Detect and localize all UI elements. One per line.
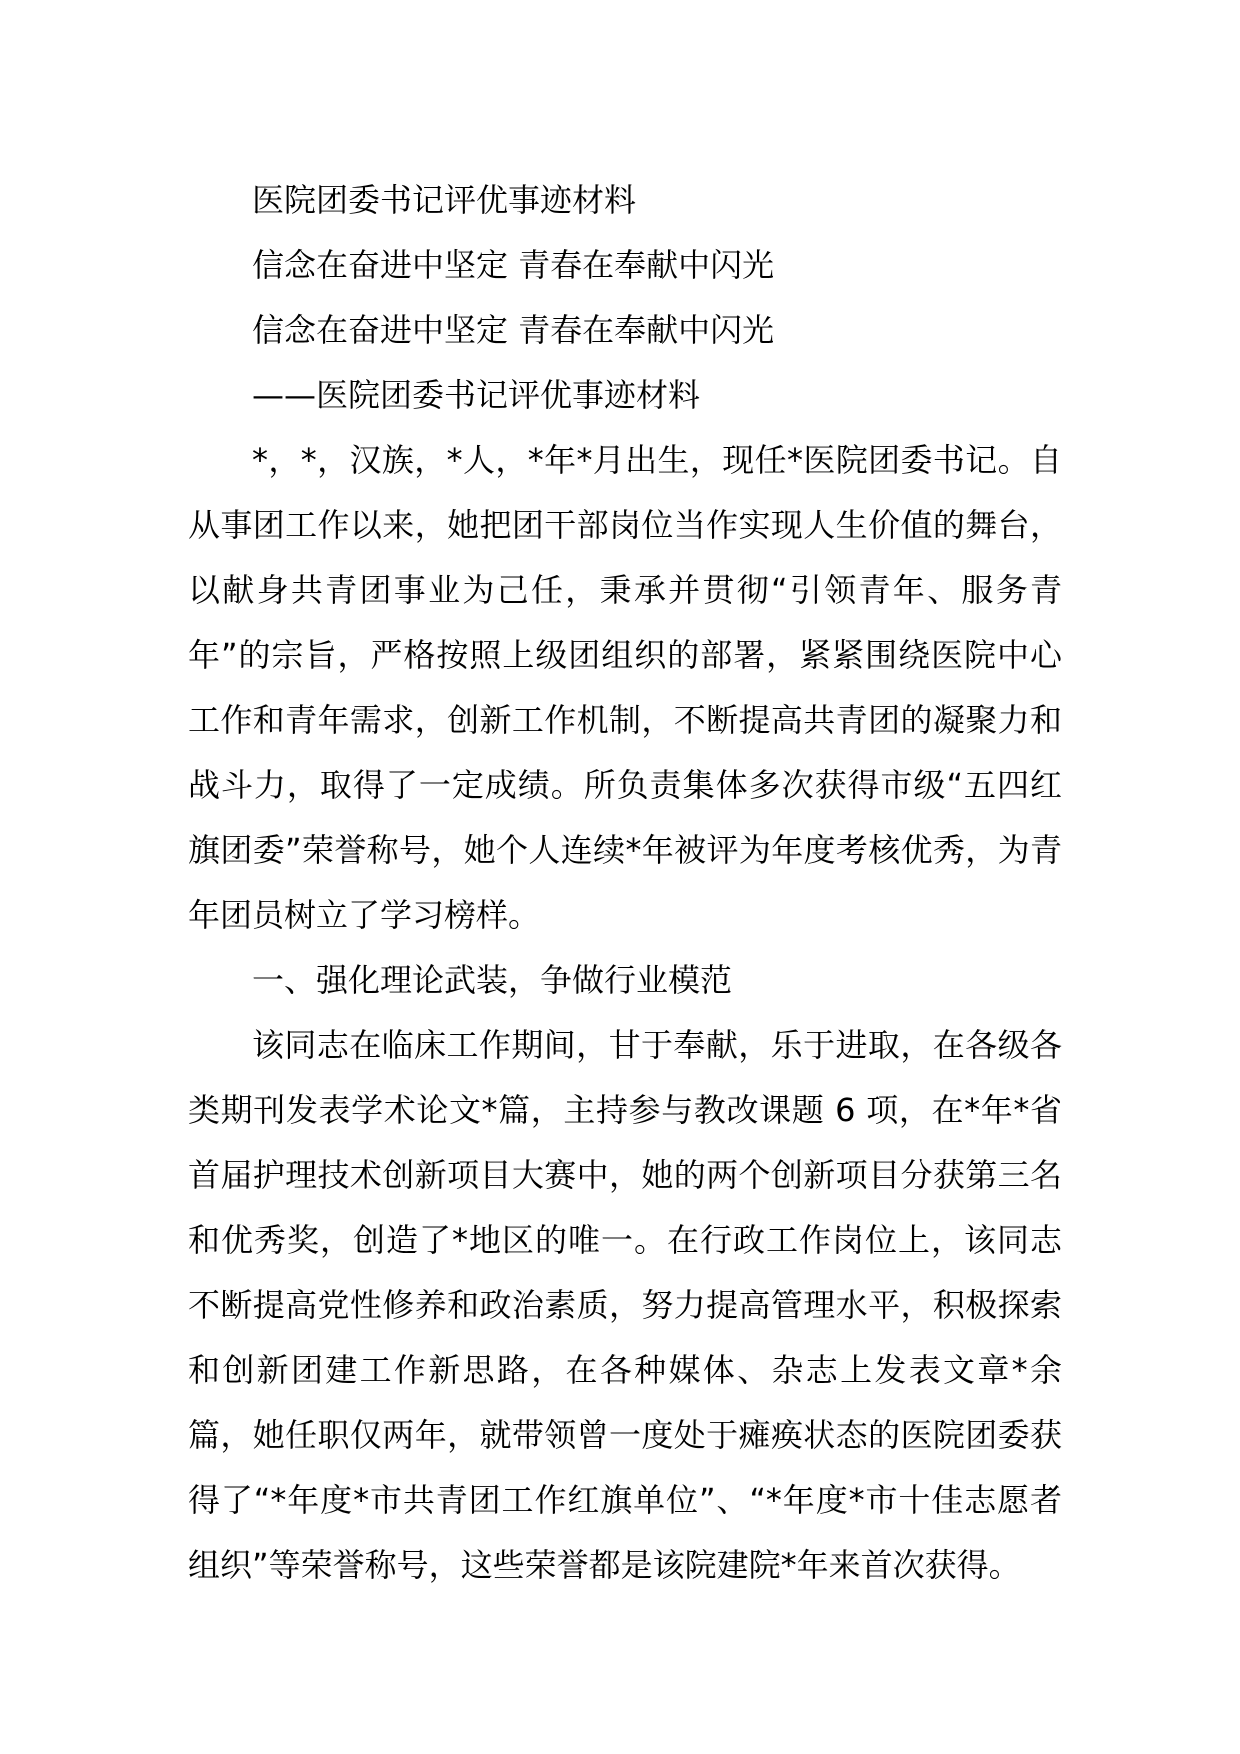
document-title: 医院团委书记评优事迹材料 [252, 181, 637, 219]
document-subtitle: ——医院团委书记评优事迹材料 [252, 376, 701, 414]
document-heading-repeat: 信念在奋进中坚定 青春在奉献中闪光 [252, 311, 775, 349]
document-heading: 信念在奋进中坚定 青春在奉献中闪光 [252, 246, 775, 284]
body-paragraph-section-1: 该同志在临床工作期间，甘于奉献，乐于进取，在各级各类期刊发表学术论文*篇，主持参与教改课题 6 项，在*年*省首届护理技术创新项目大赛中，她的两个创新项目分获第三名和优秀奖，创造了*地区的唯一。在行政工作岗位上，该同志不断提高党性修养和政治素质，努力提高管理水平，积极探索和创新团建工作新思路，在各种媒体、杂志上发表文章*余篇，她任职仅两年，就带领曾一度处于瘫痪状态的医院团委获得了“*年度*市共青团工作红旗单位”、“*年度*市十佳志愿者组织”等荣誉称号，这些荣誉都是该院建院*年来首次获得。 [188, 1026, 1062, 1584]
body-paragraph-intro: *，*，汉族，*人，*年*月出生，现任*医院团委书记。自从事团工作以来，她把团干部岗位当作实现人生价值的舞台，以献身共青团事业为己任，秉承并贯彻“引领青年、服务青年”的宗旨，严格按照上级团组织的部署，紧紧围绕医院中心工作和青年需求，创新工作机制，不断提高共青团的凝聚力和战斗力，取得了一定成绩。所负责集体多次获得市级“五四红旗团委”荣誉称号，她个人连续*年被评为年度考核优秀，为青年团员树立了学习榜样。 [188, 441, 1062, 934]
document-body [188, 168, 1062, 1598]
section-heading-1: 一、强化理论武装，争做行业模范 [252, 961, 733, 999]
